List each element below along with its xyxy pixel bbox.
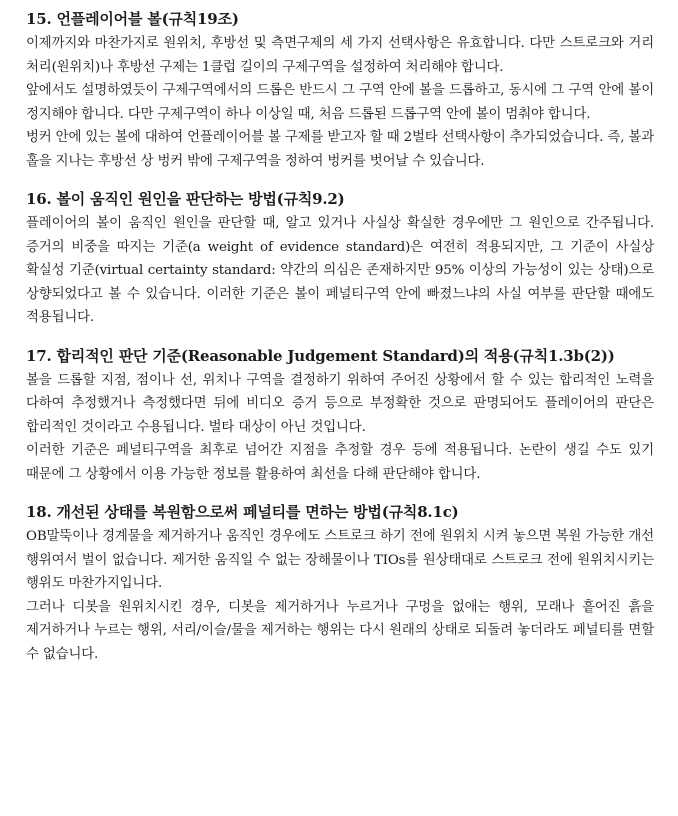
section-paragraph: OB말뚝이나 경계물을 제거하거나 움직인 경우에도 스트로크 하기 전에 원위치 시켜 놓으면 복원 가능한 개선 행위여서 벌이 없습니다. 제거한 움직일 수 없는 장해물이나 TIOs를 원상태대로 스트로크 전에 원위치시키는 행위도 마찬가지입니다. [26, 529, 654, 591]
section-17-reasonable-judgement [26, 344, 654, 487]
section-paragraph: 이러한 기준은 페널티구역을 최후로 넘어간 지점을 추정할 경우 등에 적용됩니다. 논란이 생길 수도 있기 때문에 그 상황에서 이용 가능한 정보를 활용하여 최선을 다해 판단해야 합니다. [26, 443, 654, 482]
section-16-ball-moved-cause [26, 187, 654, 330]
section-heading: 18. 개선된 상태를 복원함으로써 페널티를 면하는 방법(규칙8.1c) [26, 503, 459, 521]
section-heading: 17. 합리적인 판단 기준(Reasonable Judgement Standard)의 적용(규칙1.3b(2)) [26, 346, 615, 365]
section-15-unplayable-ball [26, 7, 654, 173]
section-paragraph: 이제까지와 마찬가지로 원위치, 후방선 및 측면구제의 세 가지 선택사항은 유효합니다. 다만 스트로크와 거리 처리(원위치)나 후방선 구제는 1클럽 길이의 구제구역을 설정하여 처리해야 합니다. [26, 36, 654, 75]
section-heading: 16. 볼이 움직인 원인을 판단하는 방법(규칙9.2) [26, 190, 345, 208]
section-paragraph: 벙커 안에 있는 볼에 대하여 언플레이어블 볼 구제를 받고자 할 때 2벌타 선택사항이 추가되었습니다. 즉, 볼과 홀을 지나는 후방선 상 벙커 밖에 구제구역을 정하여 벙커를 벗어날 수 있습니다. [26, 130, 654, 169]
section-heading: 15. 언플레이어블 볼(규칙19조) [26, 10, 239, 28]
section-paragraph: 플레이어의 볼이 움직인 원인을 판단할 때, 알고 있거나 사실상 확실한 경우에만 그 원인으로 간주됩니다. 증거의 비중을 따지는 기준(a weight of evidence standard)은 여전히 적용되지만, 그 기준이 사실상 확실성 기준(virtual certainty standard: 약간의 의심은 존재하지만 95% 이상의 가능성이 있는 상태)으로 상향되었다고 볼 수 있습니다. 이러한 기준은 볼이 페널티구역 안에 빠졌느냐의 사실 여부를 판단할 때에도 적용됩니다. [26, 216, 654, 325]
section-paragraph: 볼을 드롭할 지점, 점이나 선, 위치나 구역을 결정하기 위하여 주어진 상황에서 할 수 있는 합리적인 노력을 다하여 추정했거나 측정했다면 뒤에 비디오 증거 등으로 부정확한 것으로 판명되어도 플레이어의 판단은 합리적인 것이라고 수용됩니다. 벌타 대상이 아닌 것입니다. [26, 372, 654, 435]
section-paragraph: 앞에서도 설명하였듯이 구제구역에서의 드롭은 반드시 그 구역 안에 볼을 드롭하고, 동시에 그 구역 안에 볼이 정지해야 합니다. 다만 구제구역이 하나 이상일 때, 처음 드롭된 드롭구역 안에 볼이 멈춰야 합니다. [26, 83, 654, 122]
section-18-restoring-improved-conditions [26, 500, 654, 666]
section-paragraph: 그러나 디봇을 원위치시킨 경우, 디봇을 제거하거나 누르거나 구멍을 없애는 행위, 모래나 흩어진 흙을 제거하거나 누르는 행위, 서리/이슬/물을 제거하는 행위는 다시 원래의 상태로 되돌려 놓더라도 페널티를 면할 수 없습니다. [26, 599, 654, 662]
